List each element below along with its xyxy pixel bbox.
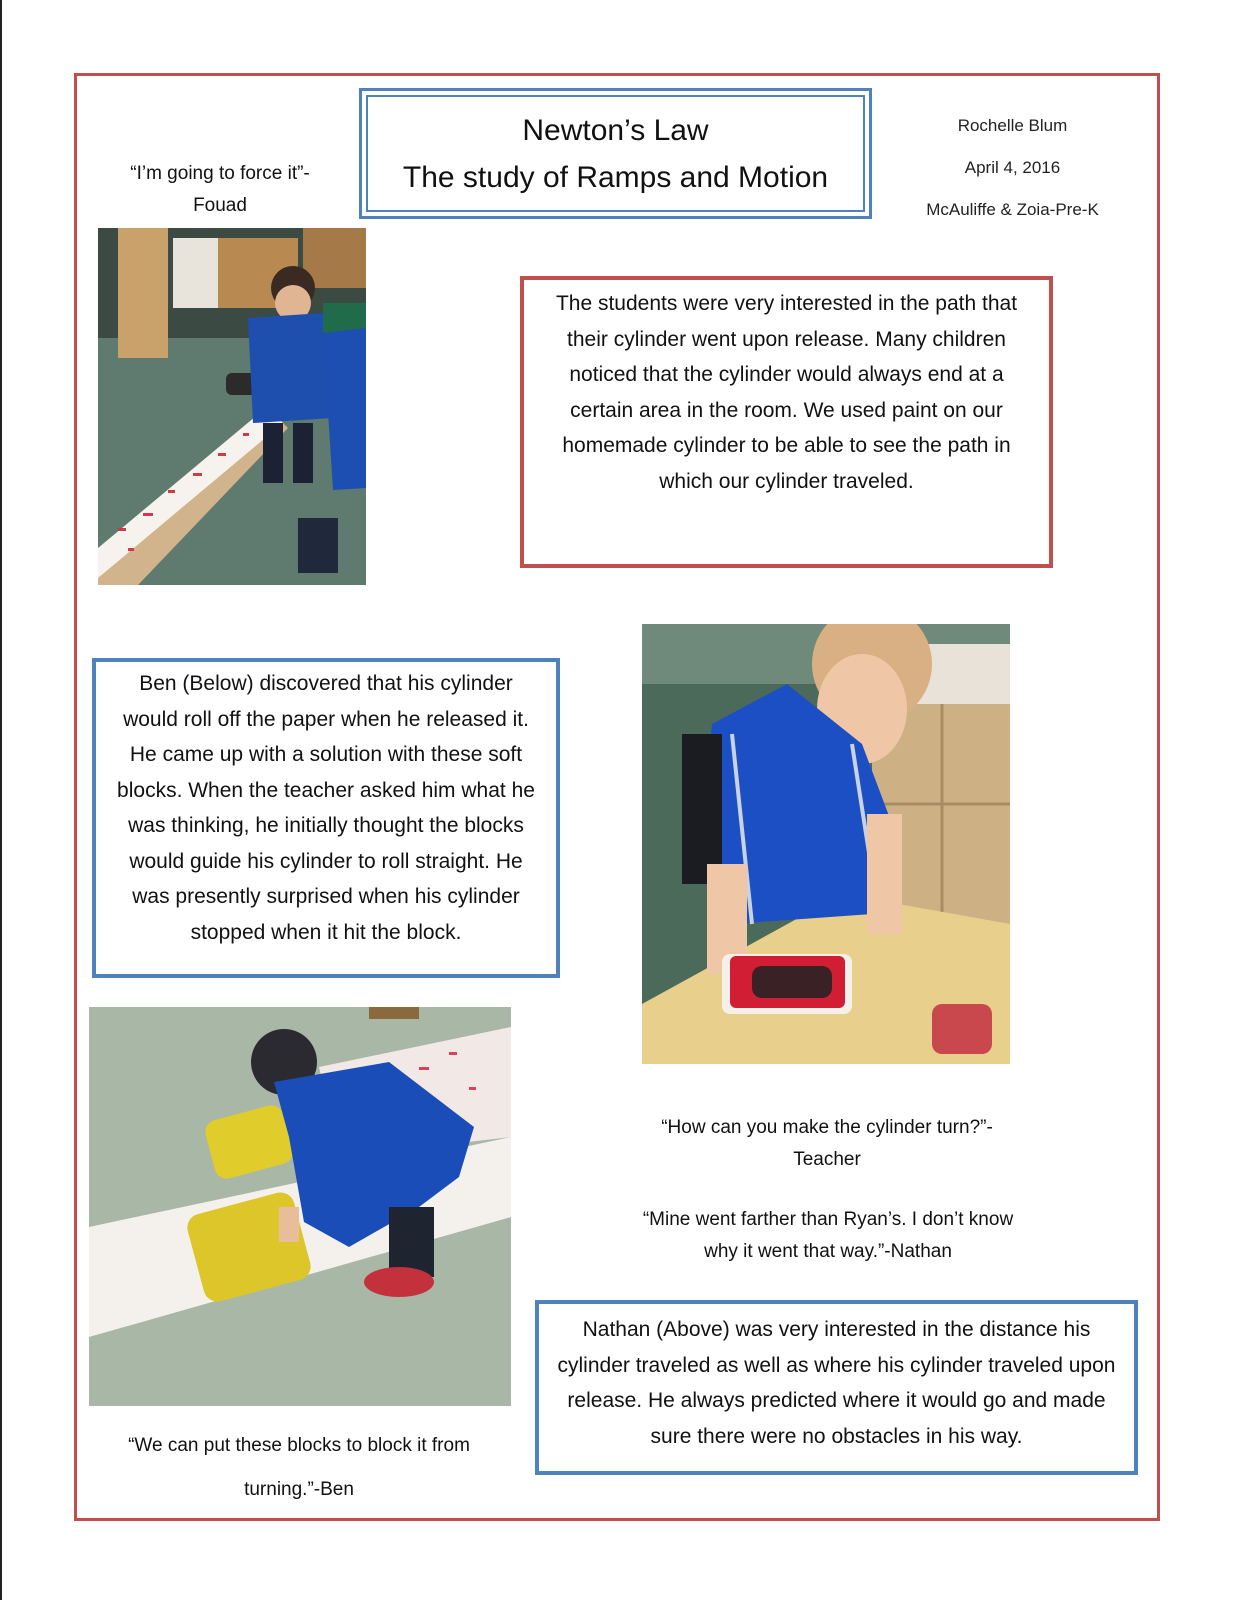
photo-nathan-cylinder <box>642 624 1010 1064</box>
quote-nathan-line1: “Mine went farther than Ryan’s. I don’t know <box>642 1209 1014 1230</box>
quote-nathan <box>608 1204 1048 1268</box>
date: April 4, 2016 <box>964 158 1061 177</box>
page-edge-line <box>0 0 2 1600</box>
classroom: McAuliffe & Zoia-Pre-K <box>926 200 1099 219</box>
intro-paragraph-box <box>520 276 1053 568</box>
quote-teacher <box>632 1112 1022 1176</box>
quote-ben-line2: turning.”-Ben <box>244 1479 354 1500</box>
title-box <box>359 88 872 219</box>
ben-paragraph-box <box>92 658 560 978</box>
quote-ben-line1: “We can put these blocks to block it from <box>128 1435 470 1456</box>
author-name: Rochelle Blum <box>957 116 1068 135</box>
quote-ben <box>98 1424 500 1512</box>
quote-teacher-line2: Teacher <box>793 1149 861 1170</box>
page-subtitle: The study of Ramps and Motion <box>402 160 829 194</box>
photo-fouad-ramp <box>98 228 366 585</box>
quote-fouad-line2: Fouad <box>193 195 247 216</box>
quote-fouad-line1: “I’m going to force it”- <box>130 163 310 184</box>
nathan-paragraph-text: Nathan (Above) was very interested in the distance his cylinder traveled as well as where his cylinder traveled upon release. He always predicted where it would go and made sure there were no obstacles in his way. <box>557 1318 1116 1448</box>
quote-teacher-line1: “How can you make the cylinder turn?”- <box>661 1117 993 1138</box>
quote-fouad <box>100 158 340 222</box>
intro-paragraph-text: The students were very interested in the path that their cylinder went upon release. Many children noticed that the cylinder would always end at a certain area in the room. We used paint on our homemade cylinder to be able to see the path in which our cylinder traveled. <box>555 292 1018 493</box>
photo-ben-blocks <box>89 1007 511 1406</box>
quote-nathan-line2: why it went that way.”-Nathan <box>704 1241 952 1262</box>
nathan-paragraph-box <box>535 1300 1138 1475</box>
title-inner-frame <box>366 95 865 212</box>
page-title: Newton’s Law <box>522 113 709 147</box>
ben-paragraph-text: Ben (Below) discovered that his cylinder would roll off the paper when he released it. He came up with a solution with these soft blocks. When the teacher asked him what he was thinking, he initially thought the blocks would guide his cylinder to roll straight. He was presently surprised when his cylinder stopped when it hit the block. <box>117 672 535 944</box>
